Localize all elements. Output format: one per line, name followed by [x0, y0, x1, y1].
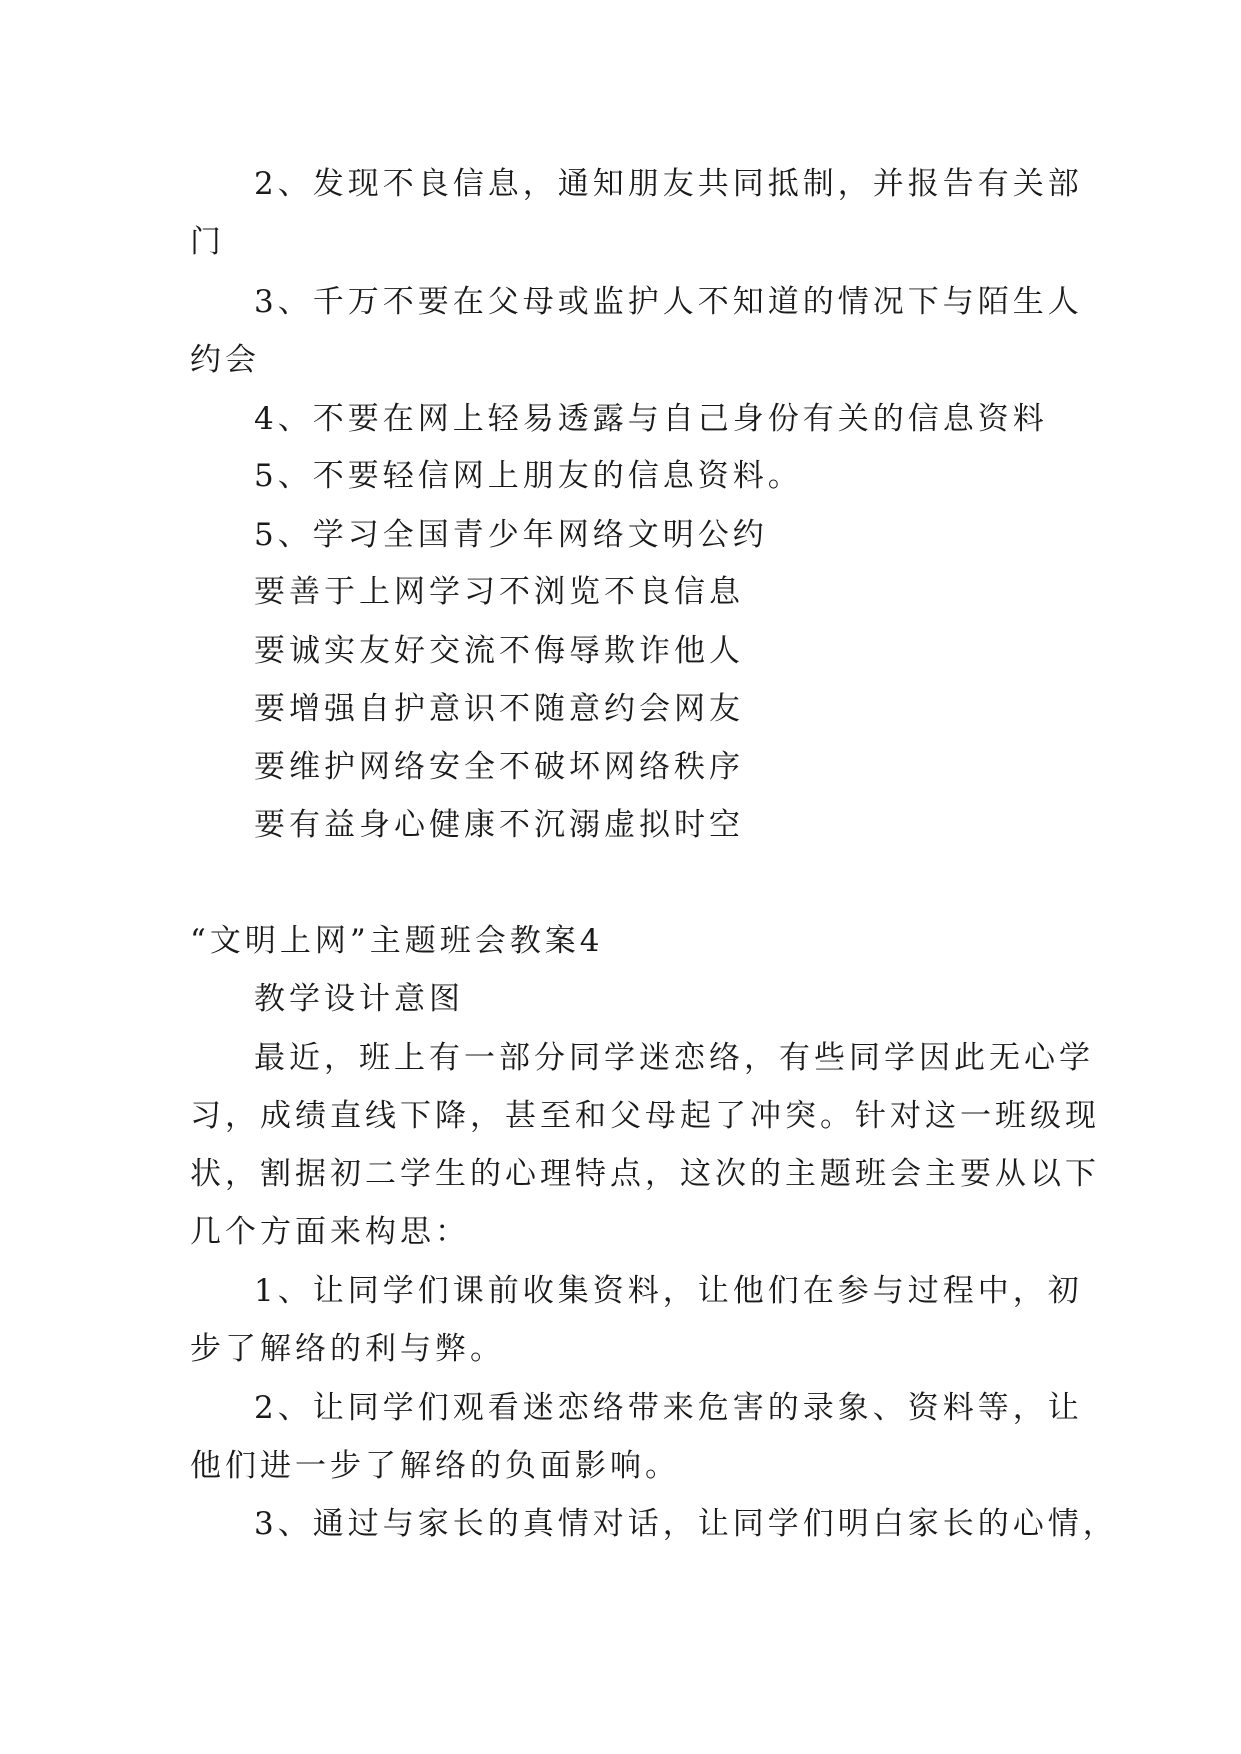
paragraph-line: 习，成绩直线下降，甚至和父母起了冲突。针对这一班级现	[190, 1098, 1100, 1134]
pledge-line: 要增强自护意识不随意约会网友	[254, 691, 744, 727]
paragraph-line: 最近，班上有一部分同学迷恋络，有些同学因此无心学	[254, 1040, 1094, 1076]
list-item: 1、让同学们课前收集资料，让他们在参与过程中，初	[254, 1273, 1083, 1309]
pledge-line: 要有益身心健康不沉溺虚拟时空	[254, 807, 744, 843]
paragraph-line: 几个方面来构思：	[190, 1214, 470, 1250]
list-item: 2、让同学们观看迷恋络带来危害的录象、资料等，让	[254, 1390, 1083, 1426]
list-item: 5、不要轻信网上朋友的信息资料。	[254, 458, 803, 494]
list-item: 4、不要在网上轻易透露与自己身份有关的信息资料	[254, 401, 1048, 437]
subheading: 教学设计意图	[254, 981, 464, 1017]
section-title: “文明上网”主题班会教案4	[190, 923, 604, 959]
list-item: 5、学习全国青少年网络文明公约	[254, 517, 768, 553]
pledge-line: 要善于上网学习不浏览不良信息	[254, 574, 744, 610]
list-item: 3、千万不要在父母或监护人不知道的情况下与陌生人	[254, 284, 1083, 320]
list-item-continuation: 步了解络的利与弊。	[190, 1331, 505, 1367]
list-item-continuation: 他们进一步了解络的负面影响。	[190, 1448, 680, 1484]
pledge-line: 要维护网络安全不破坏网络秩序	[254, 749, 744, 785]
list-item-continuation: 约会	[190, 342, 260, 378]
pledge-line: 要诚实友好交流不侮辱欺诈他人	[254, 633, 744, 669]
list-item-continuation: 门	[190, 224, 225, 260]
paragraph-line: 状，割据初二学生的心理特点，这次的主题班会主要从以下	[190, 1156, 1100, 1192]
list-item: 2、发现不良信息，通知朋友共同抵制，并报告有关部	[254, 166, 1083, 202]
list-item: 3、通过与家长的真情对话，让同学们明白家长的心情，	[254, 1506, 1118, 1542]
